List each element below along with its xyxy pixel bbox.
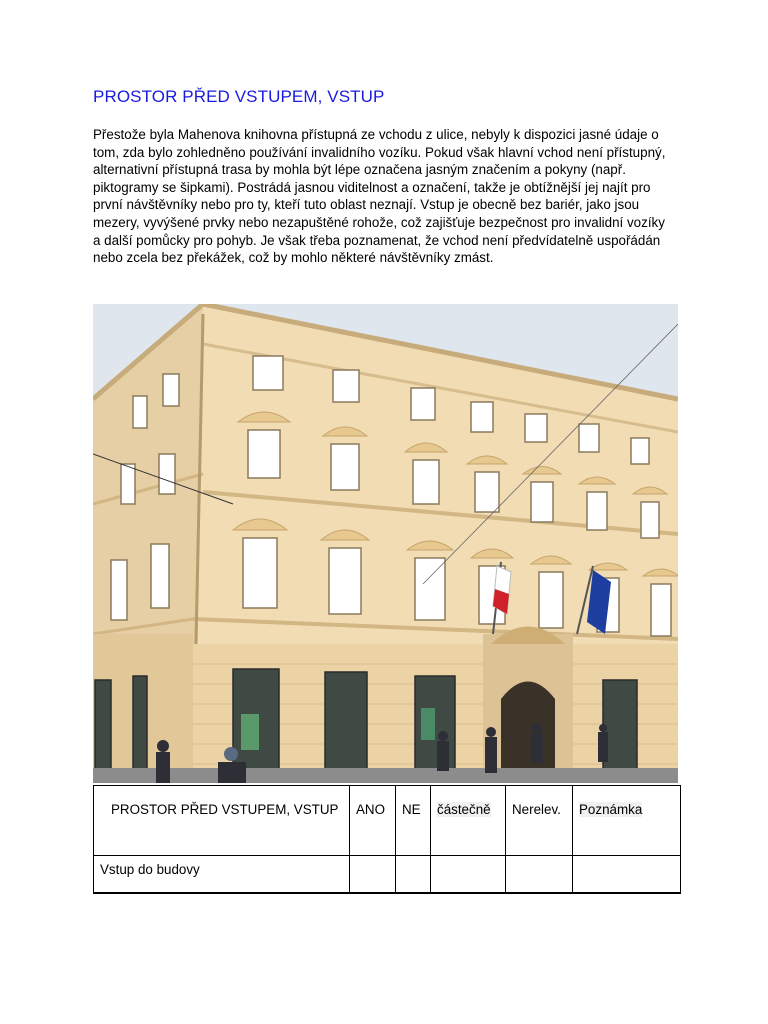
row-label: Vstup do budovy (94, 856, 350, 894)
header-label-castecne: částečně (437, 802, 491, 817)
header-label-poznamka: Poznámka (579, 802, 643, 817)
accessibility-checklist-table (93, 785, 681, 894)
building-facade-illustration (93, 304, 678, 783)
header-cell-ano: ANO (350, 786, 396, 856)
building-photo (93, 304, 678, 783)
section-heading: PROSTOR PŘED VSTUPEM, VSTUP (93, 87, 385, 106)
table-header-row (94, 786, 681, 856)
header-cell-poznamka (573, 786, 681, 856)
row-cell-ano (350, 856, 396, 894)
header-cell-category: PROSTOR PŘED VSTUPEM, VSTUP (94, 786, 350, 856)
section-paragraph: Přestože byla Mahenova knihovna přístupná ze vchodu z ulice, nebyly k dispozici jasné údaje o tom, zda bylo zohledněno používání invalidního vozíku. Pokud však hlavní vchod není přístupný, alternativní přístupná trasa by mohla být lépe označena jasným značením a pokyny (např. piktogramy se šipkami). Postrádá jasnou viditelnost a označení, takže je obtížnější jej najít pro první návštěvníky nebo pro ty, kteří tuto oblast neznají. Vstup je obecně bez bariér, jako jsou mezery, vyvýšené prvky nebo nezapuštěné rohože, což zajišťuje bezpečnost pro invalidní vozíky a další pomůcky pro pohyb. Je však třeba poznamenat, že vchod není předvídatelně uspořádán nebo zcela bez překážek, což by mohlo některé návštěvníky zmást. (93, 127, 666, 266)
header-cell-nerelev: Nerelev. (506, 786, 573, 856)
table-row (94, 856, 681, 894)
row-cell-ne (396, 856, 431, 894)
row-cell-castecne (431, 856, 506, 894)
row-cell-nerelev (506, 856, 573, 894)
header-cell-castecne (431, 786, 506, 856)
row-cell-poznamka (573, 856, 681, 894)
header-cell-ne: NE (396, 786, 431, 856)
